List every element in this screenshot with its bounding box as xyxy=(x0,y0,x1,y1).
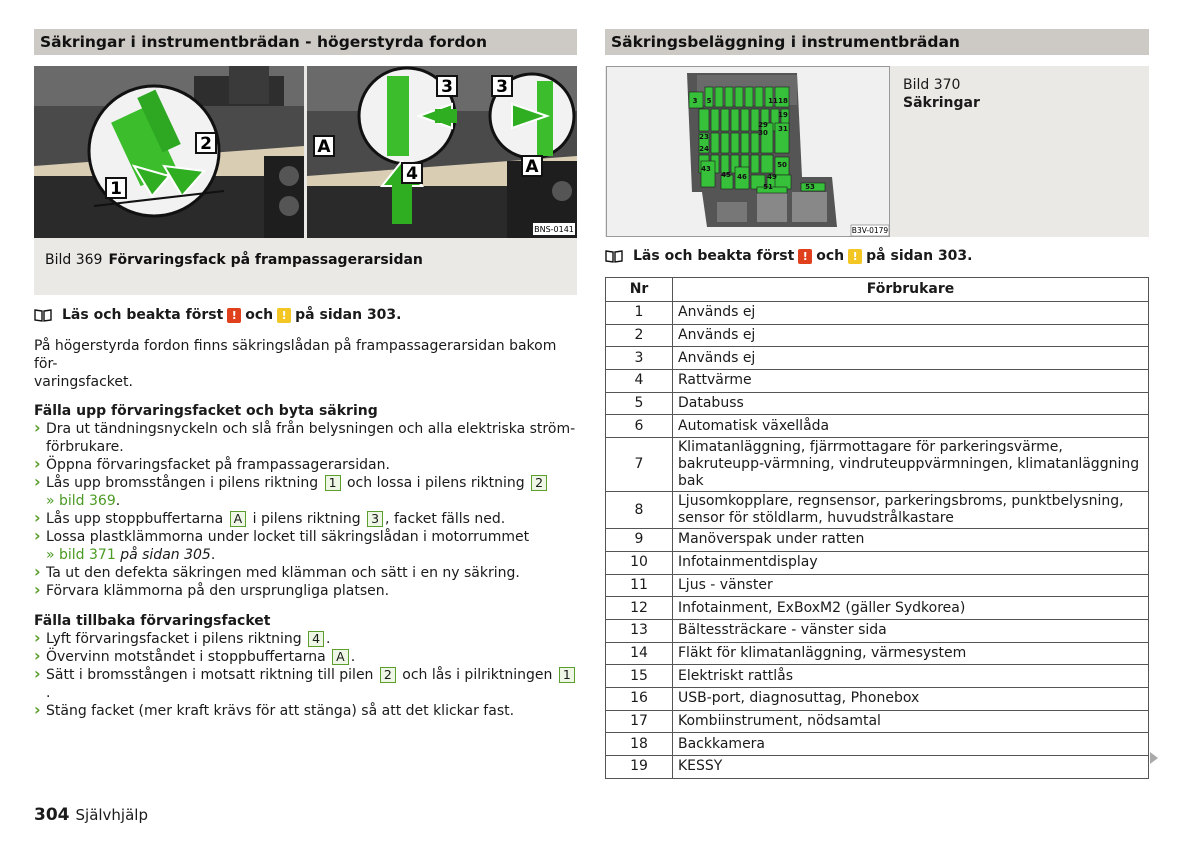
fuse-consumer: Klimatanläggning, fjärrmottagare för parkeringsvärme, bakruteupp-värmning, vindruteuppvärmningen, klimatanläggning bak xyxy=(673,438,1149,492)
tag-3: 3 xyxy=(367,511,383,527)
figure-code: B3V-0179 xyxy=(851,226,889,235)
subheading-open: Fälla upp förvaringsfacket och byta säkring xyxy=(34,403,378,419)
caption-number: Bild 370 xyxy=(903,77,961,93)
svg-text:49: 49 xyxy=(767,173,777,181)
svg-text:23: 23 xyxy=(699,133,709,141)
fuse-number: 7 xyxy=(606,438,673,492)
table-row xyxy=(606,733,1149,756)
fuse-box-diagram xyxy=(606,66,890,237)
svg-text:43: 43 xyxy=(701,165,711,173)
fuse-consumer: Används ej xyxy=(673,302,1149,325)
fuse-number: 12 xyxy=(606,597,673,620)
page-footer xyxy=(34,805,148,825)
table-row xyxy=(606,687,1149,710)
read-note-left: Läs och beakta först ! och ! på sidan 303. xyxy=(34,307,577,323)
warning-red-icon: ! xyxy=(798,249,812,264)
caption-text: Förvaringsfack på frampassagerarsidan xyxy=(108,252,423,268)
table-row xyxy=(606,392,1149,415)
next-page-arrow-icon xyxy=(1150,752,1158,764)
tag-a: A xyxy=(230,511,247,527)
figure-code: BNS-0141 xyxy=(534,225,574,234)
footer-section: Självhjälp xyxy=(75,806,148,824)
figure-369 xyxy=(34,66,577,295)
section-heading-left: Säkringar i instrumentbrädan - högerstyrda fordon xyxy=(34,29,577,55)
page-number: 304 xyxy=(34,805,70,825)
step-item: › Lås upp bromsstången i pilens riktning 1 och lossa i pilens riktning 2 xyxy=(34,474,577,492)
fuse-consumer: Ljusomkopplare, regnsensor, parkeringsbroms, punktbelysning, sensor för stöldlarm, huvudstrålkastare xyxy=(673,492,1149,529)
tag-1: 1 xyxy=(325,475,341,491)
book-icon xyxy=(34,308,52,322)
table-row xyxy=(606,710,1149,733)
figure-photo-left xyxy=(34,66,304,238)
callout-4: 4 xyxy=(406,164,418,184)
svg-text:18: 18 xyxy=(778,97,788,105)
step-item: › Förvara klämmorna på den ursprungliga platsen. xyxy=(34,582,577,600)
section-heading-right: Säkringsbeläggning i instrumentbrädan xyxy=(605,29,1149,55)
fuse-number: 15 xyxy=(606,665,673,688)
caption-text: Säkringar xyxy=(903,95,980,111)
svg-text:31: 31 xyxy=(778,125,788,133)
figure-caption xyxy=(903,76,980,112)
fuse-consumer: Används ej xyxy=(673,324,1149,347)
callout-3a: 3 xyxy=(441,77,453,97)
steps-close xyxy=(34,630,577,720)
fuse-consumer: Infotainmentdisplay xyxy=(673,551,1149,574)
callout-2: 2 xyxy=(200,134,212,154)
table-row xyxy=(606,551,1149,574)
svg-text:51: 51 xyxy=(763,183,773,191)
svg-text:5: 5 xyxy=(706,97,712,105)
svg-text:30: 30 xyxy=(758,129,768,137)
table-row xyxy=(606,665,1149,688)
fuse-number: 2 xyxy=(606,324,673,347)
fuse-consumer: Ljus - vänster xyxy=(673,574,1149,597)
fuse-consumer: Fläkt för klimatanläggning, värmesystem xyxy=(673,642,1149,665)
step-item: › Lossa plastklämmorna under locket till säkringslådan i motorrummet xyxy=(34,528,577,546)
table-row xyxy=(606,324,1149,347)
step-item: › Öppna förvaringsfacket på frampassagerarsidan. xyxy=(34,456,577,474)
step-item: › Ta ut den defekta säkringen med klämman och sätt i en ny säkring. xyxy=(34,564,577,582)
fuse-consumer: Bältessträckare - vänster sida xyxy=(673,619,1149,642)
table-row xyxy=(606,756,1149,779)
caption-number: Bild 369 xyxy=(45,252,103,268)
tag-2: 2 xyxy=(380,667,396,683)
svg-text:46: 46 xyxy=(737,173,747,181)
fuse-consumer: Manöverspak under ratten xyxy=(673,529,1149,552)
right-column xyxy=(605,29,1149,779)
fuse-number: 13 xyxy=(606,619,673,642)
table-row xyxy=(606,492,1149,529)
callout-3b: 3 xyxy=(496,77,508,97)
steps-open: › Dra ut tändningsnyckeln och slå från belysningen och alla elektriska ström- förbrukare. › Öppna förvaringsfacket på frampassagerarsidan. › Lås upp bromsstången i pilens riktning 1 och lossa i pilens riktning 2 » bild 369. › Lås upp stoppbuffertarna A i pilens riktning 3 , facket fälls ned. › Lossa plastklämmorna under locket till säkringslådan i motorrummet » bild 371 på sidan 305. › Ta ut den defekta säkringen med klämman och sätt i en ny säkring. › Förvara klämmorna på den ursprungliga platsen. xyxy=(34,420,577,600)
figure-photo-right xyxy=(307,66,577,238)
book-icon xyxy=(605,249,623,263)
table-row xyxy=(606,642,1149,665)
fuse-number: 8 xyxy=(606,492,673,529)
fuse-consumer: Kombiinstrument, nödsamtal xyxy=(673,710,1149,733)
callout-a2: A xyxy=(525,157,539,177)
svg-text:53: 53 xyxy=(805,183,815,191)
intro-paragraph: På högerstyrda fordon finns säkringslådan på frampassagerarsidan bakom för- varingsfacket. xyxy=(34,338,557,390)
fuse-number: 14 xyxy=(606,642,673,665)
fuse-number: 16 xyxy=(606,687,673,710)
link-bild-371[interactable]: » bild 371 xyxy=(46,547,116,563)
fuse-consumer: Används ej xyxy=(673,347,1149,370)
tag-4: 4 xyxy=(308,631,324,647)
table-row xyxy=(606,619,1149,642)
table-row xyxy=(606,415,1149,438)
fuse-consumer: Infotainment, ExBoxM2 (gäller Sydkorea) xyxy=(673,597,1149,620)
fuse-number: 5 xyxy=(606,392,673,415)
link-bild-369[interactable]: » bild 369 xyxy=(46,493,116,509)
table-row xyxy=(606,597,1149,620)
fuse-number: 6 xyxy=(606,415,673,438)
table-row xyxy=(606,302,1149,325)
warning-yellow-icon: ! xyxy=(848,249,862,264)
tag-1: 1 xyxy=(559,667,575,683)
svg-text:24: 24 xyxy=(699,145,709,153)
fuse-number: 19 xyxy=(606,756,673,779)
tag-2: 2 xyxy=(531,475,547,491)
step-item: › Stäng facket (mer kraft krävs för att stänga) så att det klickar fast. xyxy=(34,702,577,720)
svg-text:3: 3 xyxy=(692,97,698,105)
fuse-consumer: Elektriskt rattlås xyxy=(673,665,1149,688)
fuse-consumer: Rattvärme xyxy=(673,370,1149,393)
callout-a1: A xyxy=(317,137,331,157)
fuse-table xyxy=(605,277,1149,779)
fuse-number: 9 xyxy=(606,529,673,552)
svg-text:29: 29 xyxy=(758,121,768,129)
step-item: › Dra ut tändningsnyckeln och slå från belysningen och alla elektriska ström- xyxy=(34,420,577,438)
table-row xyxy=(606,370,1149,393)
fuse-consumer: Automatisk växellåda xyxy=(673,415,1149,438)
fuse-number: 17 xyxy=(606,710,673,733)
step-item: › Lyft förvaringsfacket i pilens riktning 4 . xyxy=(34,630,577,648)
fuse-consumer: KESSY xyxy=(673,756,1149,779)
fuse-number: 10 xyxy=(606,551,673,574)
subheading-close: Fälla tillbaka förvaringsfacket xyxy=(34,613,271,629)
svg-text:50: 50 xyxy=(777,161,787,169)
table-row xyxy=(606,347,1149,370)
fuse-number: 18 xyxy=(606,733,673,756)
fuse-number: 1 xyxy=(606,302,673,325)
fuse-number: 3 xyxy=(606,347,673,370)
step-item: › Sätt i bromsstången i motsatt riktning till pilen 2 och lås i pilriktningen 1. xyxy=(34,666,577,702)
tag-a: A xyxy=(332,649,349,665)
warning-yellow-icon: ! xyxy=(277,308,291,323)
table-row xyxy=(606,574,1149,597)
read-note-right: Läs och beakta först ! och ! på sidan 303. xyxy=(605,248,1149,264)
fuse-consumer: USB-port, diagnosuttag, Phonebox xyxy=(673,687,1149,710)
fuse-consumer: Backkamera xyxy=(673,733,1149,756)
fuse-number: 4 xyxy=(606,370,673,393)
table-header-nr: Nr xyxy=(606,278,673,302)
svg-text:45: 45 xyxy=(721,171,731,179)
callout-1: 1 xyxy=(110,179,122,199)
fuse-consumer: Databuss xyxy=(673,392,1149,415)
fuse-number: 11 xyxy=(606,574,673,597)
step-item: › Lås upp stoppbuffertarna A i pilens riktning 3 , facket fälls ned. xyxy=(34,510,577,528)
svg-text:11: 11 xyxy=(768,97,778,105)
table-row xyxy=(606,438,1149,492)
step-item: › Övervinn motståndet i stoppbuffertarna A . xyxy=(34,648,577,666)
svg-text:19: 19 xyxy=(778,111,788,119)
table-header-consumer: Förbrukare xyxy=(673,278,1149,302)
table-row xyxy=(606,529,1149,552)
left-column xyxy=(34,29,577,720)
figure-370 xyxy=(605,66,1149,237)
figure-caption xyxy=(45,252,423,268)
warning-red-icon: ! xyxy=(227,308,241,323)
